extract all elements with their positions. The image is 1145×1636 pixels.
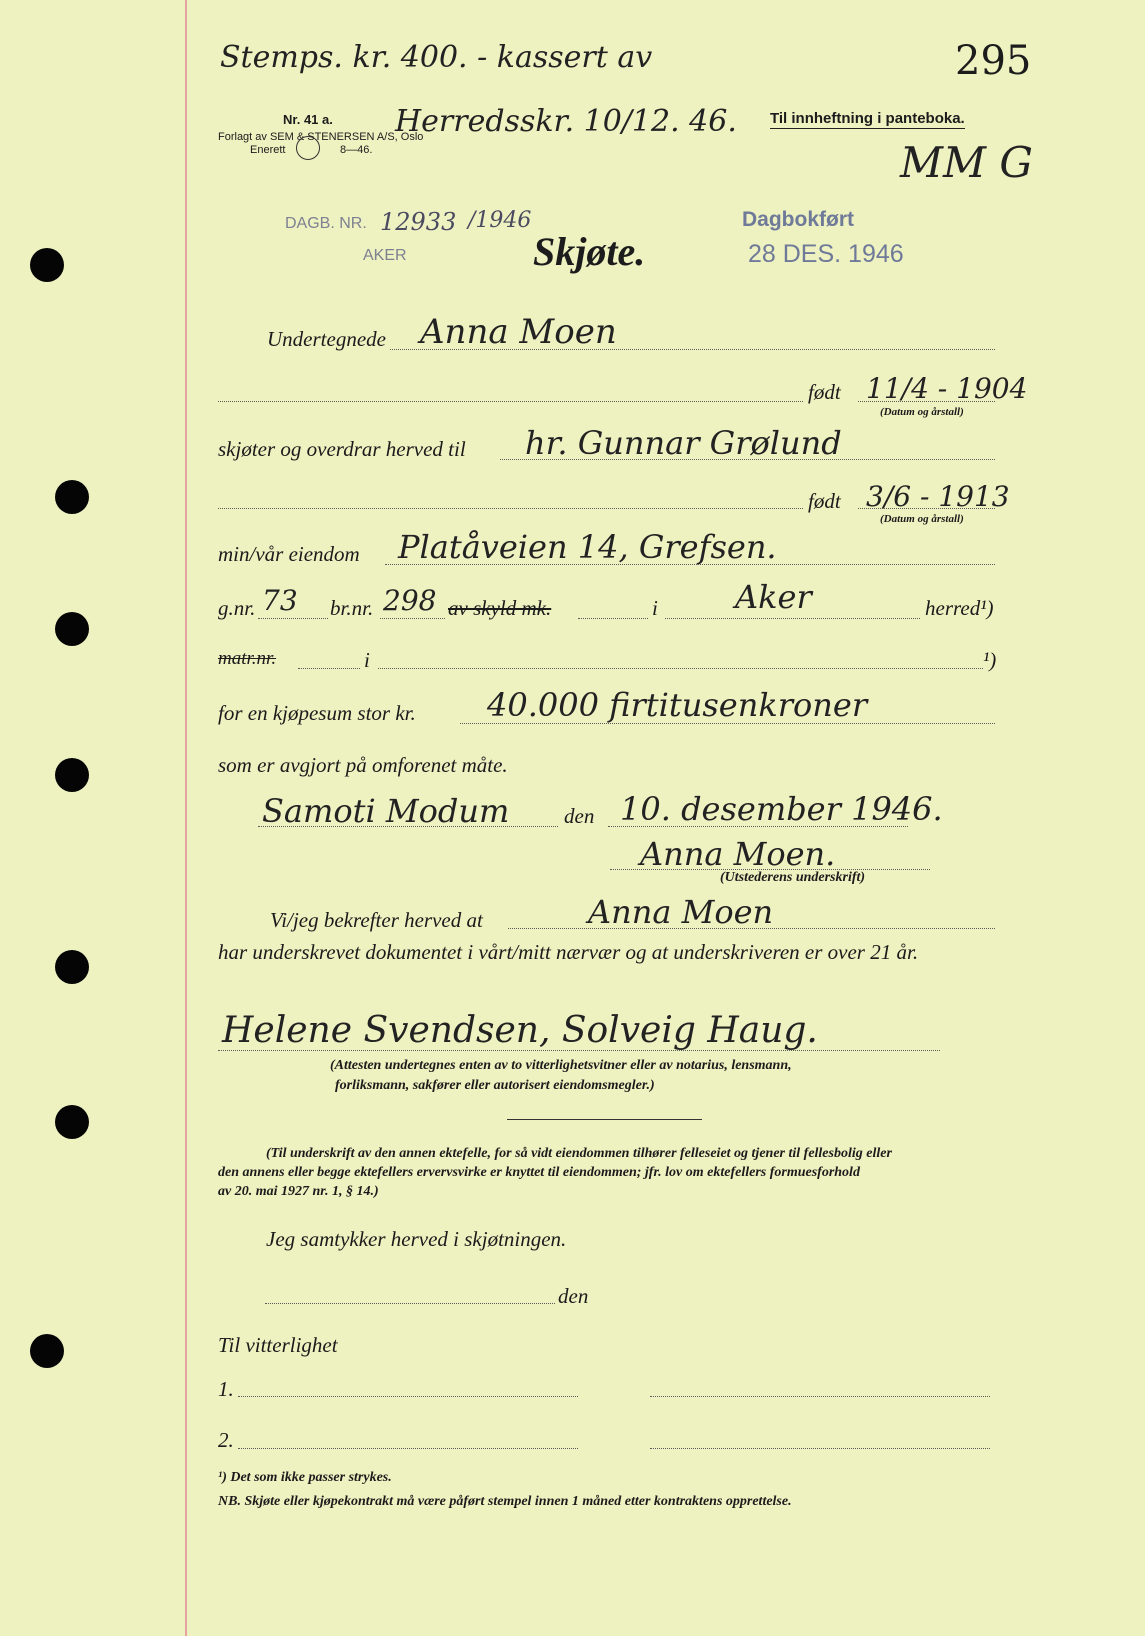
place-value: Samoti Modum bbox=[262, 792, 510, 830]
skyld-label: av skyld mk. bbox=[448, 596, 552, 620]
gnr-line bbox=[258, 618, 328, 619]
i-label: i bbox=[652, 596, 658, 620]
fodt1-blank-line bbox=[218, 401, 803, 402]
skyld-line bbox=[578, 618, 648, 619]
brnr-value: 298 bbox=[383, 584, 437, 617]
margin-rule bbox=[185, 0, 187, 1636]
binding-note: Til innheftning i panteboka. bbox=[770, 110, 965, 127]
handwritten-note-line1: Stemps. kr. 400. - kassert av bbox=[220, 40, 653, 75]
bekrefter-label: Vi/jeg bekrefter herved at bbox=[270, 908, 483, 932]
skjoter-label: skjøter og overdrar herved til bbox=[218, 437, 466, 461]
handwritten-note-line2: Herredsskr. 10/12. 46. bbox=[395, 104, 737, 139]
attest-note-line1: (Attesten undertegnes enten av to vitterlighetsvitner eller av notarius, lensmann, bbox=[330, 1058, 792, 1073]
brnr-label: br.nr. bbox=[330, 596, 374, 620]
den-label: den bbox=[564, 804, 595, 828]
punch-hole bbox=[55, 1105, 89, 1139]
underskrevet-text: har underskrevet dokumentet i vårt/mitt nærvær og at underskriveren er over 21 år. bbox=[218, 940, 919, 964]
punch-hole bbox=[30, 248, 64, 282]
herred-label: herred¹) bbox=[925, 596, 994, 620]
fodt1-value: 11/4 - 1904 bbox=[866, 372, 1028, 405]
publisher-line1: Forlagt av SEM & STENERSEN A/S, Oslo bbox=[218, 131, 424, 143]
fodt2-line bbox=[858, 508, 995, 509]
form-number: Nr. 41 a. bbox=[283, 112, 333, 127]
bekrefter-value: Anna Moen bbox=[588, 893, 774, 931]
spouse-note-line3: av 20. mai 1927 nr. 1, § 14.) bbox=[218, 1184, 379, 1199]
consent-place-line bbox=[265, 1303, 555, 1304]
consent-den-label: den bbox=[558, 1284, 589, 1308]
fodt1-label: født bbox=[808, 380, 841, 404]
spouse-note-line1: (Til underskrift av den annen ektefelle, for så vidt eiendommen tilhører felleseiet og tjener til fellesbolig eller bbox=[266, 1146, 892, 1161]
consent-text: Jeg samtykker herved i skjøtningen. bbox=[266, 1227, 567, 1251]
fodt2-blank-line bbox=[218, 508, 803, 509]
skjoter-value: hr. Gunnar Grølund bbox=[525, 424, 842, 462]
avgjort-text: som er avgjort på omforenet måte. bbox=[218, 753, 508, 777]
dagb-stamp-place: AKER bbox=[363, 247, 407, 264]
dagb-stamp-number: 12933 bbox=[380, 208, 457, 236]
matr-end: ¹) bbox=[983, 648, 997, 672]
footnote: ¹) Det som ikke passer strykes. bbox=[218, 1470, 392, 1485]
punch-hole bbox=[55, 758, 89, 792]
publisher-line2: Enerett bbox=[250, 144, 286, 156]
fodt1-line bbox=[858, 401, 995, 402]
dagb-stamp-year: /1946 bbox=[468, 208, 532, 233]
signature-hint: (Utstederens underskrift) bbox=[720, 870, 866, 885]
undertegnede-line bbox=[390, 349, 995, 350]
gnr-label: g.nr. bbox=[218, 596, 256, 620]
punch-hole bbox=[30, 1334, 64, 1368]
undertegnede-label: Undertegnede bbox=[267, 327, 386, 351]
attest-note-line2: forliksmann, sakfører eller autorisert eiendomsmegler.) bbox=[335, 1078, 655, 1093]
matr-i-label: i bbox=[364, 648, 370, 672]
kjopesum-value: 40.000 firtitusenkroner bbox=[487, 686, 868, 724]
skjoter-line bbox=[500, 459, 995, 460]
bekrefter-line bbox=[508, 928, 995, 929]
matrnr-line bbox=[298, 668, 360, 669]
eiendom-line bbox=[385, 564, 995, 565]
witnesses-line bbox=[218, 1050, 940, 1051]
document-title: Skjøte. bbox=[533, 229, 646, 274]
punch-hole bbox=[55, 612, 89, 646]
vitterlighet-label: Til vitterlighet bbox=[218, 1333, 338, 1357]
fodt2-value: 3/6 - 1913 bbox=[866, 480, 1010, 513]
dagbokfort-stamp-label: Dagbokført bbox=[742, 208, 854, 231]
witness2-label: 2. bbox=[218, 1428, 234, 1452]
undertegnede-value: Anna Moen bbox=[420, 312, 617, 352]
kjopesum-line bbox=[460, 723, 995, 724]
eiendom-label: min/vår eiendom bbox=[218, 542, 360, 566]
herred-value: Aker bbox=[735, 578, 812, 616]
publisher-date: 8—46. bbox=[340, 144, 373, 156]
witness1-line-b bbox=[650, 1396, 990, 1397]
eiendom-value: Platåveien 14, Grefsen. bbox=[398, 528, 777, 566]
matrnr-label: matr.nr. bbox=[218, 648, 277, 669]
publisher-seal-icon bbox=[296, 136, 320, 160]
dagbokfort-stamp-date: 28 DES. 1946 bbox=[748, 240, 904, 268]
kjopesum-label: for en kjøpesum stor kr. bbox=[218, 701, 416, 725]
date-line bbox=[608, 826, 908, 827]
date-value: 10. desember 1946. bbox=[620, 790, 943, 828]
witnesses-signature: Helene Svendsen, Solveig Haug. bbox=[222, 1010, 818, 1051]
gnr-value: 73 bbox=[262, 584, 298, 617]
witness1-label: 1. bbox=[218, 1377, 234, 1401]
fodt2-label: født bbox=[808, 489, 841, 513]
punch-hole bbox=[55, 480, 89, 514]
witness2-line-a bbox=[238, 1448, 578, 1449]
signature-value: Anna Moen. bbox=[640, 835, 836, 873]
dagb-stamp-label: DAGB. NR. bbox=[285, 215, 367, 232]
spouse-note-line2: den annens eller begge ektefellers ervervsvirke er knyttet til eiendommen; jfr. lov om ektefellers formuesforhold bbox=[218, 1165, 860, 1180]
handwritten-initials: MM G bbox=[900, 138, 1033, 187]
page-number: 295 bbox=[955, 38, 1032, 84]
section-divider bbox=[507, 1119, 702, 1120]
brnr-line bbox=[380, 618, 445, 619]
witness2-line-b bbox=[650, 1448, 990, 1449]
herred-line bbox=[665, 618, 920, 619]
datum-hint-2: (Datum og årstall) bbox=[880, 513, 964, 525]
datum-hint-1: (Datum og årstall) bbox=[880, 406, 964, 418]
place-line bbox=[258, 826, 558, 827]
nb-note: NB. Skjøte eller kjøpekontrakt må være påført stempel innen 1 måned etter kontraktens opprettelse. bbox=[218, 1494, 792, 1509]
punch-hole bbox=[55, 950, 89, 984]
witness1-line-a bbox=[238, 1396, 578, 1397]
matr-line bbox=[378, 668, 983, 669]
